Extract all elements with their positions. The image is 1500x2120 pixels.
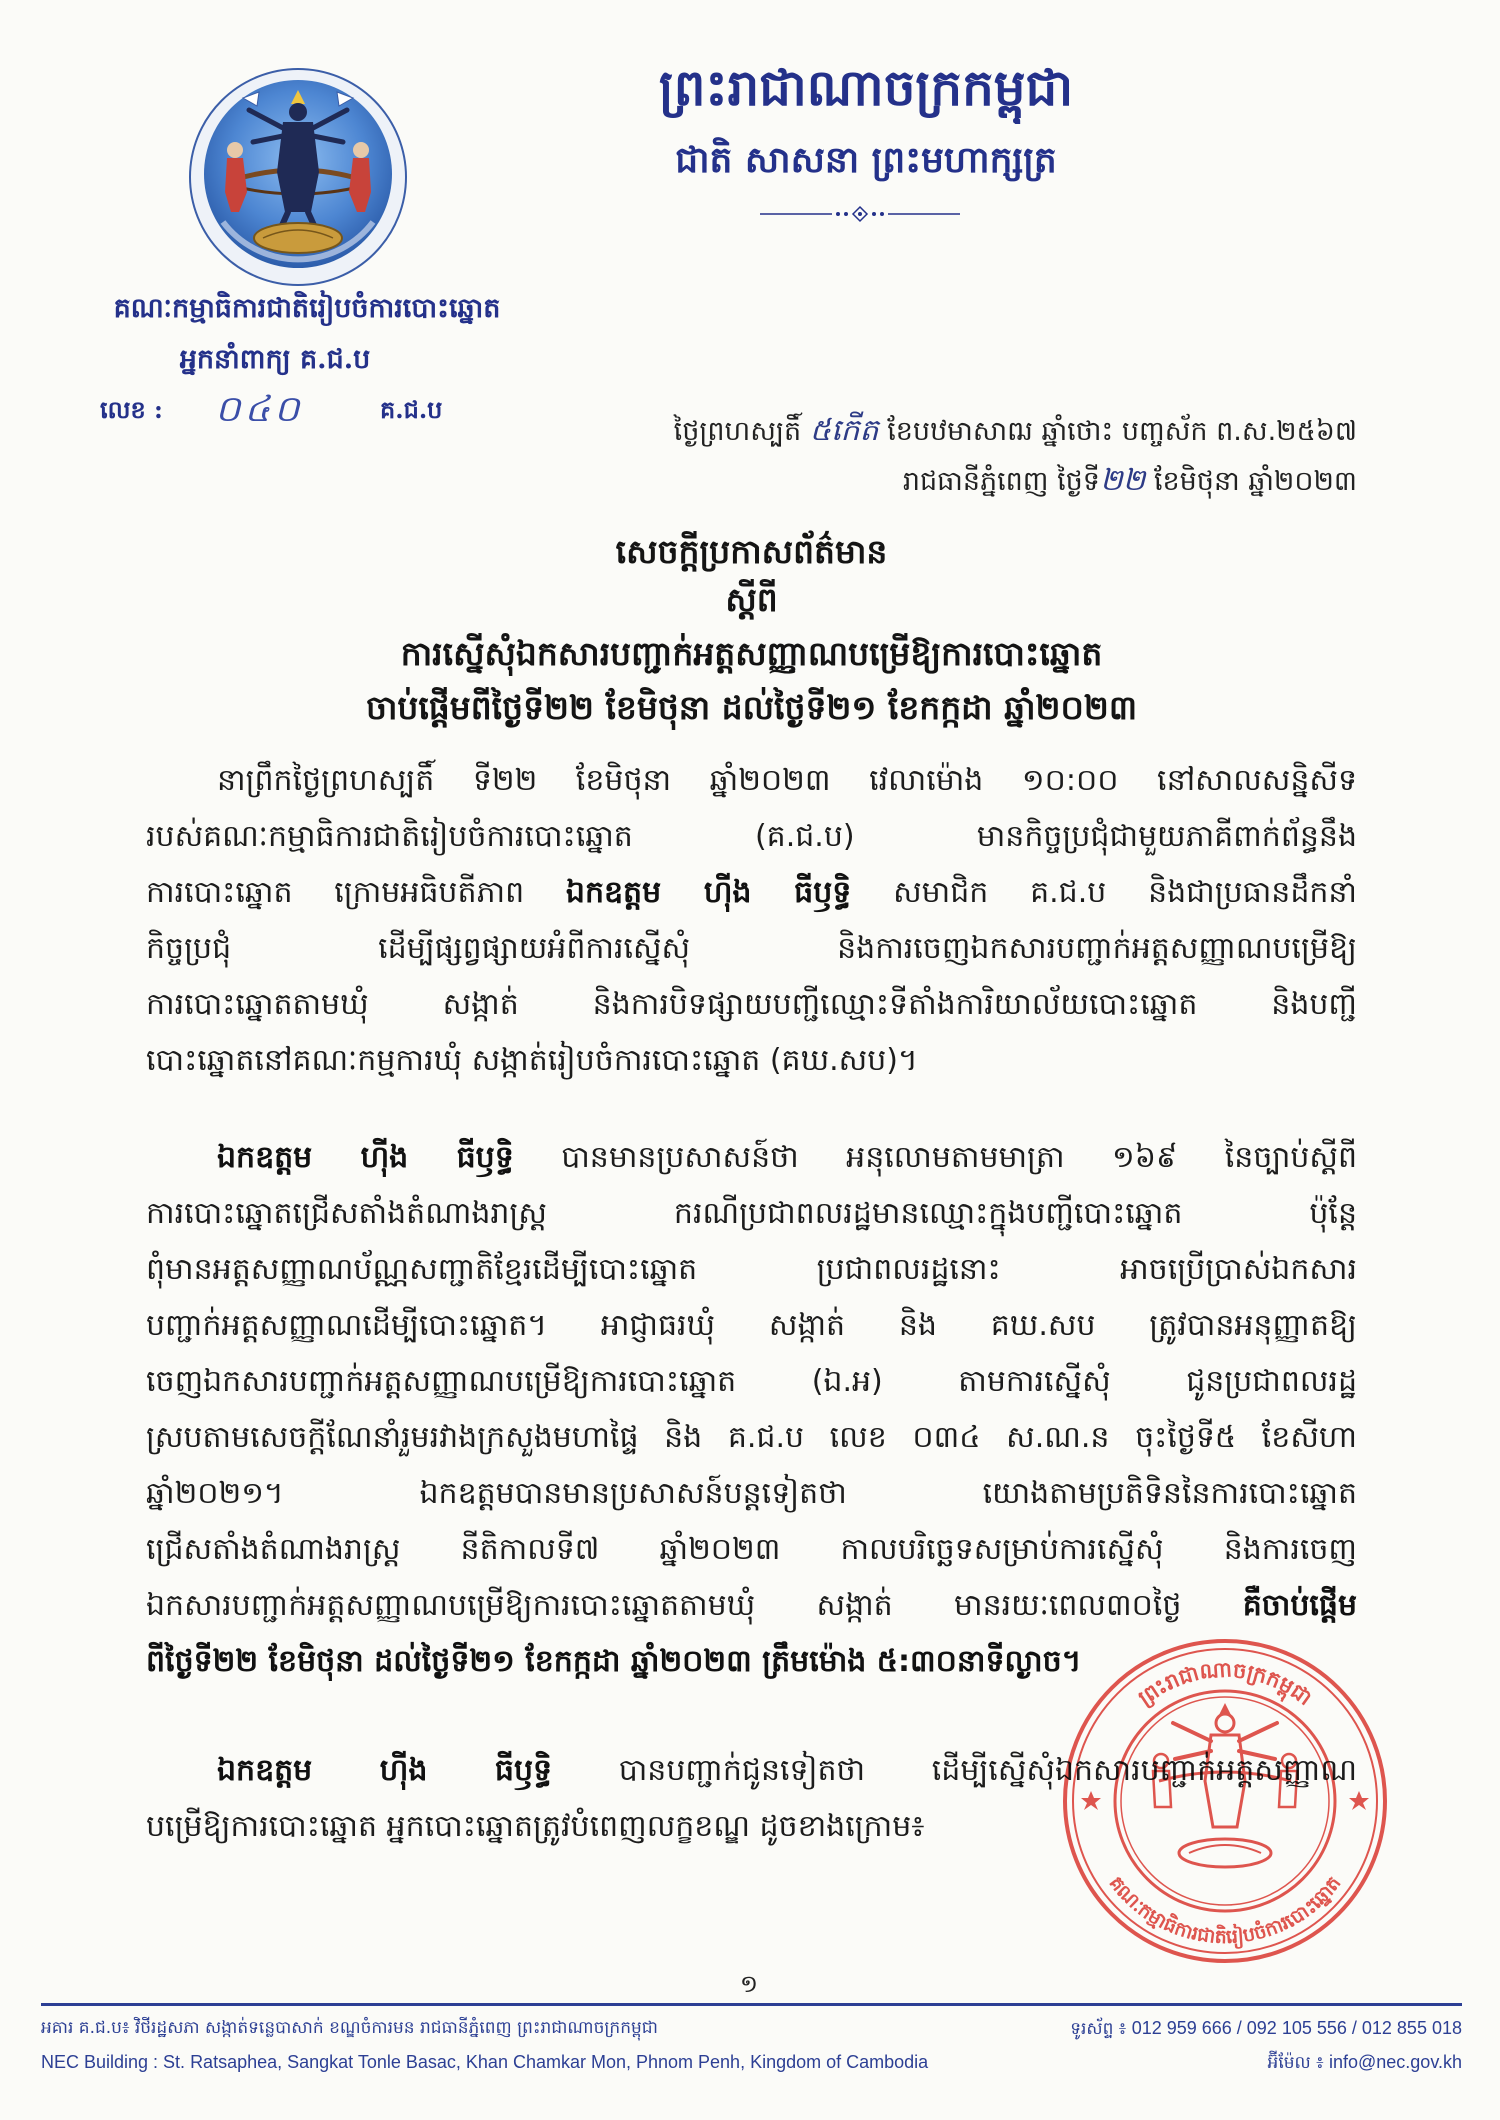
nec-logo-icon bbox=[183, 62, 413, 292]
paragraph-line bbox=[146, 1130, 1357, 1186]
paragraph-line: ការបោះឆ្នោតតាមឃុំ សង្កាត់ និងការបិទផ្សាយបញ្ជីឈ្មោះទីតាំងការិយាល័យបោះឆ្នោត និងបញ្ជី bbox=[146, 987, 1357, 1022]
ornamental-divider-icon bbox=[760, 204, 960, 224]
issuer-office: អ្នកនាំពាក្យ គ.ជ.ប bbox=[179, 344, 371, 375]
paragraph-line: ចេញឯកសារបញ្ជាក់អត្តសញ្ញាណបម្រើឱ្យការបោះឆ្នោត (ឯ.អ) តាមការស្នើសុំ ជូនប្រជាពលរដ្ឋ bbox=[146, 1364, 1357, 1399]
line-segment: សមាជិក គ.ជ.ប និងជាប្រធានដឹកនាំ bbox=[893, 875, 1357, 910]
paragraph-line: បម្រើឱ្យការបោះឆ្នោត អ្នកបោះឆ្នោតត្រូវបំពេញលក្ខខណ្ឌ ដូចខាងក្រោម៖ bbox=[146, 1809, 925, 1844]
footer-address-khmer: អគារ គ.ជ.ប៖ វិថីរដ្ឋសភា សង្កាត់ទន្លេបាសាក់ ខណ្ឌចំការមន រាជធានីភ្នំពេញ ព្រះរាជាណាចក្រកម្ពុជា bbox=[41, 2018, 658, 2038]
lunar-date-line bbox=[540, 408, 1357, 454]
place-date-rest: ខែមិថុនា ឆ្នាំ២០២៣ bbox=[1153, 466, 1357, 497]
paragraph-line: បញ្ជាក់អត្តសញ្ញាណដើម្បីបោះឆ្នោត។ អាជ្ញាធរឃុំ សង្កាត់ និង គឃ.សប ត្រូវបានអនុញ្ញាតឱ្យ bbox=[146, 1308, 1357, 1343]
line-segment: បានមានប្រសាសន៍ថា អនុលោមតាមមាត្រា ១៦៩ នៃច្បាប់ស្តីពី bbox=[561, 1140, 1357, 1175]
press-release-title: សេចក្តីប្រកាសព័ត៌មាន bbox=[615, 532, 888, 571]
lunar-day-handwritten: ៥កើត bbox=[809, 413, 879, 448]
paragraph-line: នាព្រឹកថ្ងៃព្រហស្បតិ៍ ទី២២ ខែមិថុនា ឆ្នាំ២០២៣ វេលាម៉ោង ១០:០០ នៅសាលសន្និសីទ bbox=[217, 763, 1357, 798]
paragraph-1 bbox=[146, 753, 1357, 1089]
official-name: ឯកឧត្តម ហ៊ីង ធីឫទ្ធិ bbox=[217, 1753, 553, 1788]
page-number: ១ bbox=[739, 1970, 759, 1998]
footer-rule bbox=[41, 2003, 1462, 2006]
press-release-subject: ការស្នើសុំឯកសារបញ្ជាក់អត្តសញ្ញាណបម្រើឱ្យការបោះឆ្នោត bbox=[400, 634, 1103, 673]
document-number-value: ០៤០ bbox=[215, 389, 304, 430]
paragraph-line: បោះឆ្នោតនៅគណៈកម្មការឃុំ សង្កាត់រៀបចំការបោះឆ្នោត (គឃ.សប)។ bbox=[146, 1043, 918, 1078]
paragraph-line: ពុំមានអត្តសញ្ញាណប័ណ្ណសញ្ជាតិខ្មែរដើម្បីបោះឆ្នោត ប្រជាពលរដ្ឋនោះ អាចប្រើប្រាស់ឯកសារ bbox=[146, 1252, 1357, 1287]
kingdom-heading: ព្រះរាជាណាចក្រកម្ពុជា bbox=[658, 58, 1074, 117]
phone-numbers: 012 959 666 / 092 105 556 / 012 855 018 bbox=[1131, 2018, 1462, 2038]
stamp-bottom-text: គណៈកម្មាធិការជាតិរៀបចំការបោះឆ្នោត bbox=[1104, 1872, 1346, 1949]
paragraph-line: ស្របតាមសេចក្តីណែនាំរួមរវាងក្រសួងមហាផ្ទៃ និង គ.ជ.ប លេខ ០៣៤ ស.ណ.ន ចុះថ្ងៃទី៥ ខែសីហា bbox=[146, 1420, 1357, 1455]
paragraph-2 bbox=[146, 1130, 1357, 1690]
document-number-label: លេខ : bbox=[100, 395, 163, 424]
email-address: info@nec.gov.kh bbox=[1328, 2052, 1462, 2072]
paragraph-line bbox=[146, 1578, 1357, 1634]
svg-text:ព្រះរាជាណាចក្រកម្ពុជា bbox=[1134, 1657, 1316, 1710]
stamp-top-text: ព្រះរាជាណាចក្រកម្ពុជា bbox=[1133, 1657, 1317, 1711]
email-label: អ៊ីម៉ែល ៖ bbox=[1267, 2053, 1324, 2073]
document-number-suffix: គ.ជ.ប bbox=[380, 395, 443, 424]
place-date-prefix: រាជធានីភ្នំពេញ ថ្ងៃទី bbox=[902, 466, 1100, 497]
period-start-emphasis: គឺចាប់ផ្តើម bbox=[1242, 1588, 1357, 1623]
line-segment: ការបោះឆ្នោត ក្រោមអធិបតីភាព bbox=[146, 875, 525, 910]
issuer-organization: គណៈកម្មាធិការជាតិរៀបចំការបោះឆ្នោត bbox=[113, 293, 501, 324]
paragraph-line: ឆ្នាំ២០២១។ ឯកឧត្តមបានមានប្រសាសន៍បន្តទៀតថា យោងតាមប្រតិទិននៃការបោះឆ្នោត bbox=[146, 1476, 1357, 1511]
footer-address-english: NEC Building : St. Ratsaphea, Sangkat Tonle Basac, Khan Chamkar Mon, Phnom Penh, Kingdom of Cambodia bbox=[41, 2052, 929, 2072]
paragraph-line: ការបោះឆ្នោតជ្រើសតាំងតំណាងរាស្ត្រ ករណីប្រជាពលរដ្ឋមានឈ្មោះក្នុងបញ្ជីបោះឆ្នោត ប៉ុន្តែ bbox=[146, 1196, 1357, 1231]
official-name: ឯកឧត្តម ហ៊ីង ធីឫទ្ធិ bbox=[217, 1140, 514, 1175]
press-release-subject-label: ស្តីពី bbox=[725, 580, 778, 619]
line-segment: ឯកសារបញ្ជាក់អត្តសញ្ញាណបម្រើឱ្យការបោះឆ្នោតតាមឃុំ សង្កាត់ មានរយៈពេល៣០ថ្ងៃ bbox=[146, 1588, 1182, 1623]
paragraph-line: របស់គណៈកម្មាធិការជាតិរៀបចំការបោះឆ្នោត (គ.ជ.ប) មានកិច្ចប្រជុំជាមួយភាគីពាក់ព័ន្ធនឹង bbox=[146, 819, 1357, 854]
press-release-period: ចាប់ផ្តើមពីថ្ងៃទី២២ ខែមិថុនា ដល់ថ្ងៃទី២១ ខែកក្កដា ឆ្នាំ២០២៣ bbox=[365, 688, 1138, 727]
paragraph-line bbox=[146, 865, 1357, 921]
lunar-date-prefix: ថ្ងៃព្រហស្បតិ៍ bbox=[673, 416, 802, 447]
national-motto: ជាតិ សាសនា ព្រះមហាក្សត្រ bbox=[675, 139, 1057, 181]
period-emphasis: ពីថ្ងៃទី២២ ខែមិថុនា ដល់ថ្ងៃទី២១ ខែកក្កដា ឆ្នាំ២០២៣ ត្រឹមម៉ោង ៥:៣០នាទីល្ងាច។ bbox=[146, 1644, 1082, 1679]
lunar-date-rest: ខែបឋមាសាឍ ឆ្នាំថោះ បញ្ចស័ក ព.ស.២៥៦៧ bbox=[887, 416, 1357, 447]
official-stamp-icon bbox=[1055, 1631, 1395, 1971]
phone-label: ទូរស័ព្ទ ៖ bbox=[1070, 2019, 1127, 2039]
official-name: ឯកឧត្តម ហ៊ីង ធីឫទ្ធិ bbox=[565, 875, 852, 910]
place-date-line bbox=[540, 458, 1357, 504]
day-handwritten: ២២ bbox=[1099, 463, 1146, 498]
paragraph-line: ជ្រើសតាំងតំណាងរាស្ត្រ នីតិកាលទី៧ ឆ្នាំ២០២៣ កាលបរិច្ឆេទសម្រាប់ការស្នើសុំ និងការចេញ bbox=[146, 1532, 1357, 1567]
footer-phone bbox=[992, 2013, 1462, 2043]
line-segment: បានបញ្ជាក់ជូនទៀតថា ដើម្បីស្នើសុំឯកសារបញ្ជាក់អត្តសញ្ញាណ bbox=[618, 1753, 1357, 1788]
footer-email bbox=[992, 2047, 1462, 2077]
paragraph-line: កិច្ចប្រជុំ ដើម្បីផ្សព្វផ្សាយអំពីការស្នើសុំ និងការចេញឯកសារបញ្ជាក់អត្តសញ្ញាណបម្រើឱ្យ bbox=[146, 931, 1357, 966]
